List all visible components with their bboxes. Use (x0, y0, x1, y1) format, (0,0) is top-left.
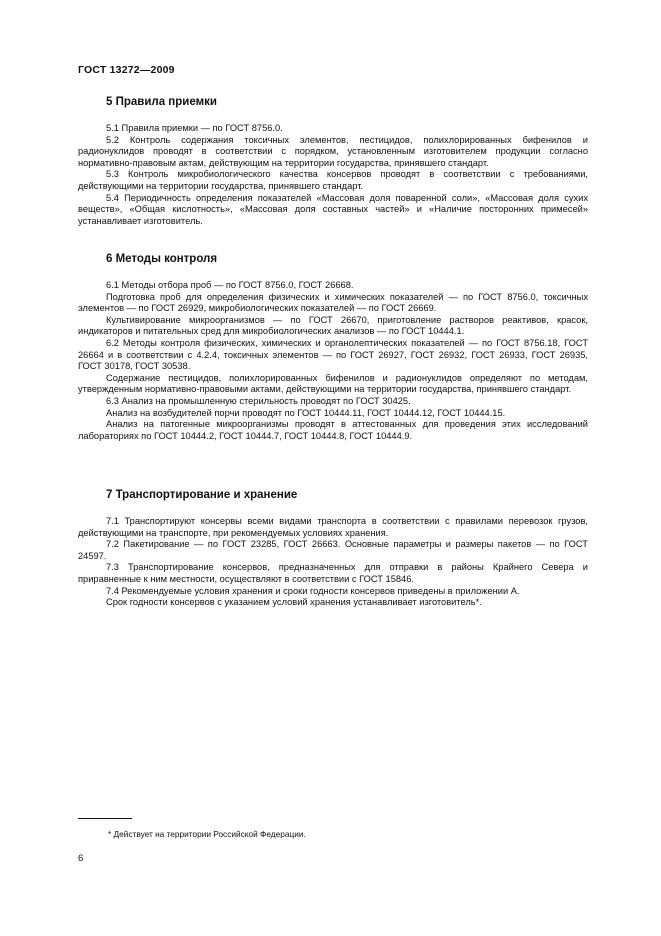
paragraph-6-3-spoilage: Анализ на возбудителей порчи проводят по ГОСТ 10444.11, ГОСТ 10444.12, ГОСТ 10444.15. (106, 407, 506, 418)
paragraph-6-1-cultivation: Культивирование микроорганизмов — по ГОСТ 26670, приготовление растворов реактивов, красок, индикаторов и питательных сред для микробиологических анализов — по ГОСТ 10444.1. (78, 314, 588, 337)
paragraph-7-3: 7.3 Транспортирование консервов, предназначенных для отправки в районы Крайнего Севера и приравненные к ним местности, осуществляют в соответствии с ГОСТ 15846. (78, 562, 588, 584)
paragraph-6-2: 6.2 Методы контроля физических, химических и органолептических показателей — по ГОСТ 8756.18, ГОСТ 26664 и в соответствии с 4.2.4, токсичных элементов — по ГОСТ 26927, ГОСТ 26932, ГОСТ 26933, ГОСТ 26935, ГОСТ 30178, ГОСТ 30538. (78, 337, 588, 372)
document-header: ГОСТ 13272—2009 (78, 64, 175, 76)
paragraph-5-1: 5.1 Правила приемки — по ГОСТ 8756.0. (106, 123, 283, 133)
footnote-divider (78, 818, 132, 819)
page-number: 6 (78, 853, 84, 864)
section-5-body (78, 123, 588, 227)
paragraph-7-1: 7.1 Транспортируют консервы всеми видами транспорта в соответствии с правилами перевозок грузов, действующими на транспорте, при рекомендуемых условиях хранения. (78, 516, 588, 538)
paragraph-6-1-samples: Подготовка проб для определения физических и химических показателей — по ГОСТ 8756.0, токсичных элементов — по ГОСТ 26929, микробиологических показателей — по ГОСТ 26669. (78, 291, 588, 314)
section-7-title: 7 Транспортирование и хранение (106, 489, 298, 501)
paragraph-7-4-shelf-life: Срок годности консервов с указанием условий хранения устанавливает изготовитель*. (106, 597, 482, 608)
paragraph-5-2: 5.2 Контроль содержания токсичных элементов, пестицидов, полихлорированных бифенилов и радионуклидов проводят в соответствии с порядком, установленным изготовителем продукции согласно нормативно-правовым актам, действующим на территории государства, принявшего стандарт. (78, 134, 588, 168)
section-5-title: 5 Правила приемки (106, 96, 217, 108)
paragraph-6-3-pathogens: Анализ на патогенные микроорганизмы проводят в аттестованных для проведения этих исследований лабораториях по ГОСТ 10444.2, ГОСТ 10444.7, ГОСТ 10444.8, ГОСТ 10444.9. (78, 419, 588, 441)
paragraph-5-3: 5.3 Контроль микробиологического качества консервов проводят в соответствии с требованиями, действующими на территории государства, принявшего стандарт. (78, 169, 588, 191)
paragraph-6-2-pesticides: Содержание пестицидов, полихлорированных бифенилов и радионуклидов определяют по методам, утвержденным нормативно-правовыми актами, действующими на территории государства, принявшего стандарт. (78, 372, 588, 395)
paragraph-7-4: 7.4 Рекомендуемые условия хранения и сроки годности консервов приведены в приложении А. (106, 585, 520, 596)
paragraph-5-4: 5.4 Периодичность определения показателей «Массовая доля поваренной соли», «Массовая доля сухих веществ», «Общая кислотность», «Массовая доля составных частей» и «Наличие посторонних примесей» устанавливает изготовитель. (78, 192, 588, 226)
paragraph-6-1: 6.1 Методы отбора проб — по ГОСТ 8756.0, ГОСТ 26668. (106, 280, 354, 290)
section-6-title: 6 Методы контроля (106, 253, 218, 265)
footnote: * Действует на территории Российской Федерации. (108, 829, 306, 839)
paragraph-6-3: 6.3 Анализ на промышленную стерильность проводят по ГОСТ 30425. (106, 395, 411, 406)
paragraph-7-2: 7.2 Пакетирование — по ГОСТ 23285, ГОСТ 26663. Основные параметры и размеры пакетов — по ГОСТ 24597. (78, 539, 588, 561)
section-6-body (78, 280, 588, 442)
section-7-body (78, 516, 588, 609)
